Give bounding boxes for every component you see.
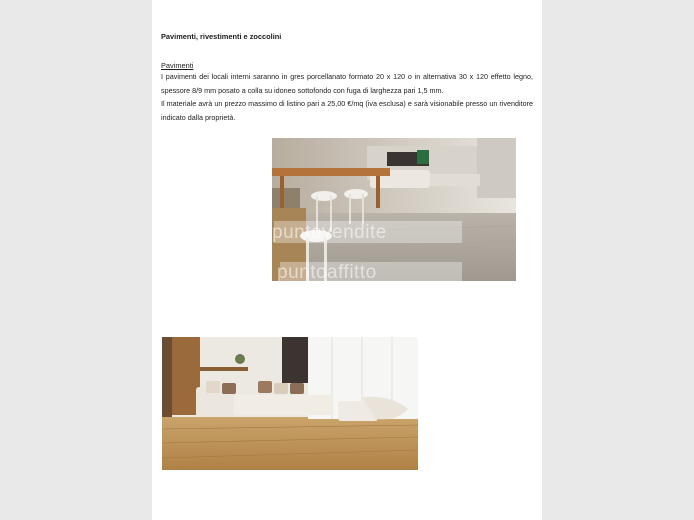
subheading-pavimenti: Pavimenti [161,61,194,70]
living-room-illustration [162,337,418,470]
section-title: Pavimenti, rivestimenti e zoccolini [161,32,282,41]
paragraph-price: Il materiale avrà un prezzo massimo di listino pari a 25,00 €/mq (iva esclusa) e sarà visionabile presso un rivenditore indicato dalla proprietà. [161,99,533,122]
watermark-puntovendite: puntovendite [272,222,387,243]
interior-photo-grey-floor [272,138,516,281]
paragraph-floor-spec: I pavimenti dei locali interni saranno in gres porcellanato formato 20 x 120 o in alternativa 30 x 120 effetto legno, spessore 8/9 mm posato a colla su idoneo sottofondo con fuga di larghezza pari 1,5 mm. [161,72,533,95]
document-page [152,0,542,520]
kitchen-living-illustration [272,138,516,281]
watermark-puntoaffitto: puntoaffitto [277,262,377,283]
interior-photo-oak-floor [162,337,418,470]
